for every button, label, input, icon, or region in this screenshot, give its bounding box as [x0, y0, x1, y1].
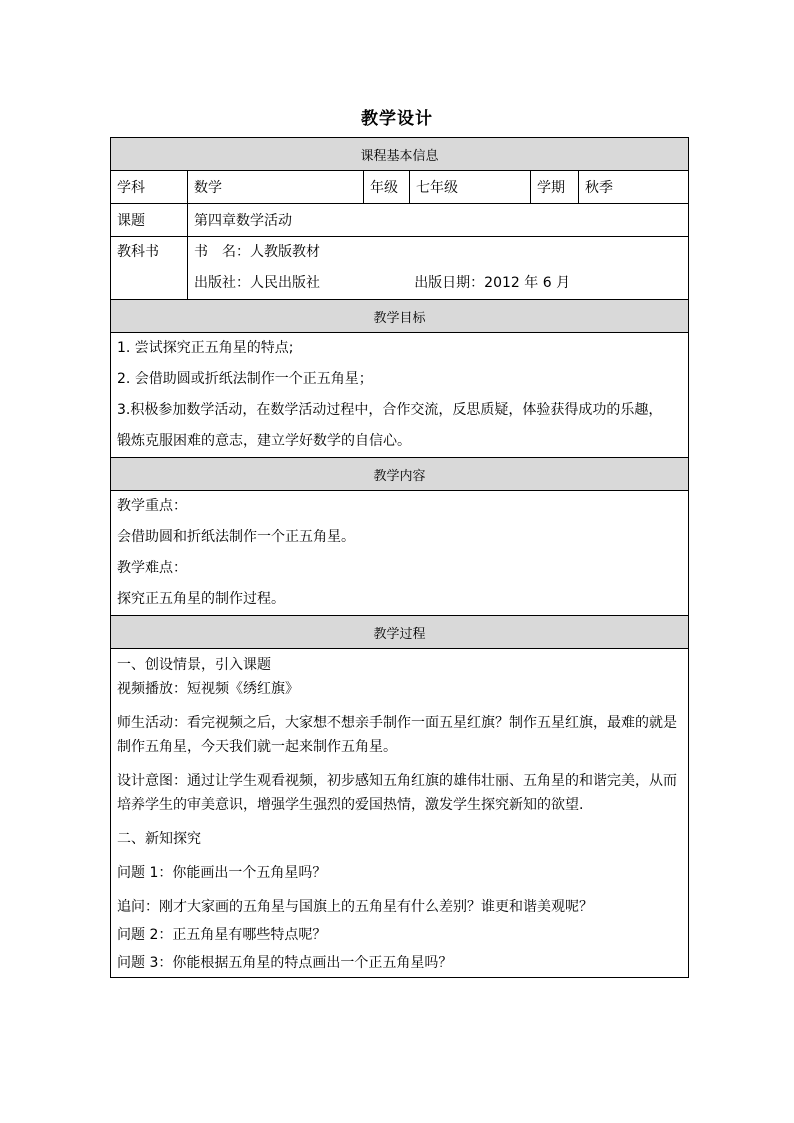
section-heading-2: 二、新知探究	[117, 831, 201, 847]
basic-info-header: 课程基本信息	[111, 138, 689, 171]
objective-item: 3.积极参加数学活动，在数学活动过程中，合作交流，反思质疑，体验获得成功的乐趣，锻炼克服困难的意志，建立学好数学的自信心。	[117, 402, 663, 449]
term-value: 秋季	[579, 171, 689, 204]
publish-date: 出版日期：2012 年 6 月	[414, 275, 571, 291]
objectives-header-row	[111, 300, 689, 333]
follow-up-question: 追问：刚才大家画的五角星与国旗上的五角星有什么差别？谁更和谐美观呢？	[117, 899, 593, 915]
process-header-row	[111, 616, 689, 649]
textbook-label: 教科书	[111, 237, 188, 300]
key-point-label: 教学重点：	[117, 498, 187, 514]
difficulty-text: 探究正五角星的制作过程。	[117, 591, 285, 607]
difficulty-label: 教学难点：	[117, 560, 187, 576]
question-1: 问题 1：你能画出一个五角星吗？	[117, 865, 327, 881]
basic-info-header-row	[111, 138, 689, 171]
question-3: 问题 3：你能根据五角星的特点画出一个正五角星吗？	[117, 955, 453, 971]
content-row	[111, 491, 689, 616]
topic-row	[111, 204, 689, 237]
publisher: 出版社：人民出版社	[194, 275, 320, 291]
process-row	[111, 649, 689, 978]
section-heading-1: 一、创设情景，引入课题	[117, 657, 271, 673]
textbook-row	[111, 237, 689, 300]
objective-item: 1. 尝试探究正五角星的特点;	[117, 340, 294, 356]
content-header: 教学内容	[111, 458, 689, 491]
intent-paragraph: 设计意图：通过让学生观看视频，初步感知五角红旗的雄伟壮丽、五角星的和谐完美，从而培养学生的审美意识，增强学生强烈的爱国热情，激发学生探究新知的欲望.	[117, 773, 677, 813]
content-header-row	[111, 458, 689, 491]
topic-label: 课题	[111, 204, 188, 237]
objectives-row	[111, 333, 689, 458]
book-name: 书 名：人教版教材	[194, 244, 320, 260]
objectives-header: 教学目标	[111, 300, 689, 333]
subject-value: 数学	[188, 171, 364, 204]
topic-value: 第四章数学活动	[188, 204, 689, 237]
question-2: 问题 2：正五角星有哪些特点呢？	[117, 927, 327, 943]
lesson-plan-table	[110, 137, 689, 978]
activity-paragraph: 师生活动：看完视频之后，大家想不想亲手制作一面五星红旗？制作五星红旗，最难的就是制作五角星，今天我们就一起来制作五角星。	[117, 715, 677, 755]
subject-label: 学科	[111, 171, 188, 204]
key-point-text: 会借助圆和折纸法制作一个正五角星。	[117, 529, 355, 545]
grade-value: 七年级	[410, 171, 531, 204]
grade-label: 年级	[364, 171, 410, 204]
document-title: 教学设计	[361, 109, 433, 129]
objective-item: 2. 会借助圆或折纸法制作一个正五角星；	[117, 371, 373, 387]
subject-row	[111, 171, 689, 204]
process-header: 教学过程	[111, 616, 689, 649]
video-line: 视频播放：短视频《绣红旗》	[117, 681, 299, 697]
term-label: 学期	[531, 171, 579, 204]
